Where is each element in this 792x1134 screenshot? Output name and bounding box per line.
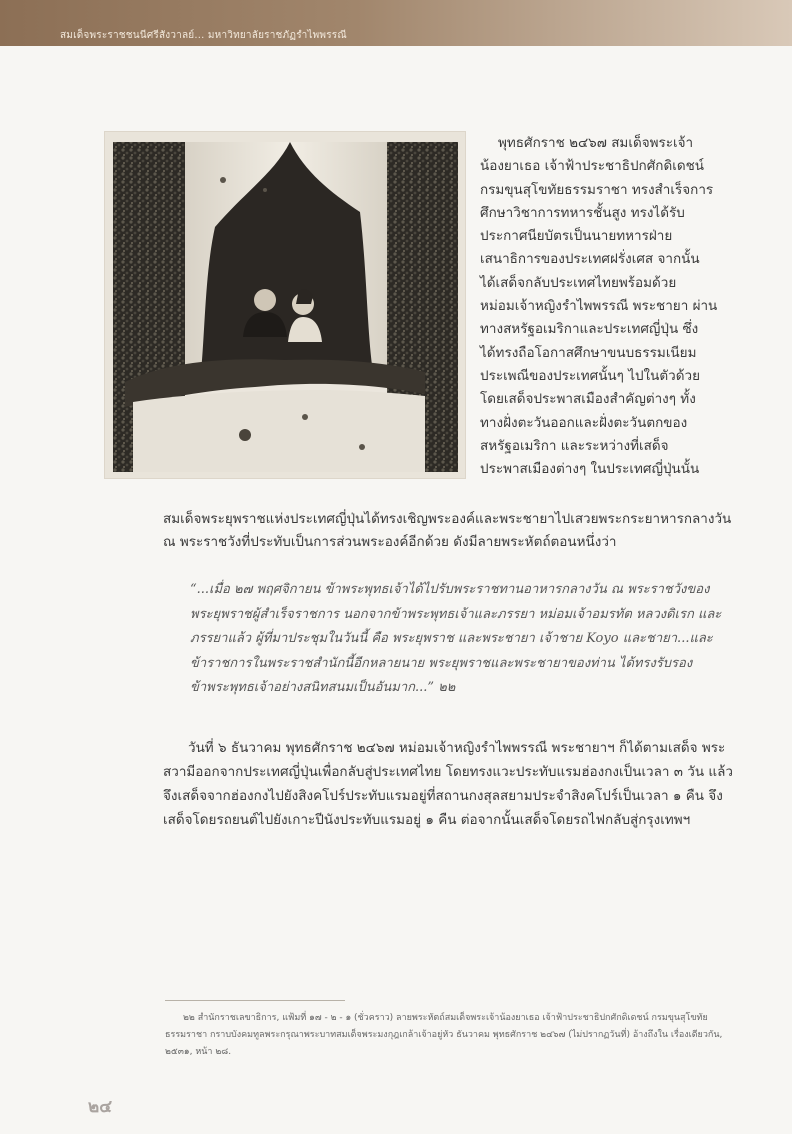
royal-letter-quote (190, 578, 742, 701)
text-line: ณ พระราชวังที่ประทับเป็นการส่วนพระองค์อีกด้วย ดังมีลายพระหัตถ์ตอนหนึ่งว่า (163, 534, 617, 551)
text-line: สวามีออกจากประเทศญี่ปุ่นเพื่อกลับสู่ประเทศไทย โดยทรงแวะประทับแรมฮ่องกงเป็นเวลา ๓ วัน แล้ว (163, 764, 733, 780)
text-line: วันที่ ๖ ธันวาคม พุทธศักราช ๒๔๖๗ หม่อมเจ้าหญิงรำไพพรรณี พระชายาฯ ก็ได้ตามเสด็จ พระ (188, 740, 726, 756)
quote-line: ข้าราชการในพระราชสำนักนี้อีกหลายนาย พระยุพราชและพระชายาของท่าน ได้ทรงรับรอง (190, 655, 693, 671)
running-title: สมเด็จพระราชชนนีศรีสังวาลย์... มหาวิทยาลัยราชภัฏรำไพพรรณี (60, 30, 347, 41)
journey-paragraph (163, 736, 748, 832)
footnote (165, 1010, 750, 1061)
side-paragraph (480, 132, 742, 481)
side-line: ได้ทรงถือโอกาสศึกษาขนบธรรมเนียม (480, 344, 697, 361)
continuation-paragraph (163, 508, 743, 555)
text-line: เสด็จโดยรถยนต์ไปยังเกาะปีนังประทับแรมอยู่ ๑ คืน ต่อจากนั้นเสด็จโดยรถไฟกลับสู่กรุงเทพฯ (163, 812, 691, 828)
side-line: ประพาสเมืองต่างๆ ในประเทศญี่ปุ่นนั้น (480, 461, 700, 478)
quote-line: ภรรยาแล้ว ผู้ที่มาประชุมในวันนี้ คือ พระยุพราช และพระชายา เจ้าชาย Koyo และชายา...และ (190, 631, 713, 646)
quote-line: พระยุพราชผู้สำเร็จราชการ นอกจากข้าพระพุทธเจ้าและภรรยา หม่อมเจ้าอมรทัต หลวงดิเรก และ (190, 606, 722, 622)
side-line: ประเพณีของประเทศนั้นๆ ไปในตัวด้วย (480, 367, 700, 384)
side-line: หม่อมเจ้าหญิงรำไพพรรณี พระชายา ผ่าน (480, 298, 718, 315)
historic-photo (105, 132, 465, 478)
quote-line: ข้าพระพุทธเจ้าอย่างสนิทสนมเป็นอันมาก...” ๒๒ (190, 680, 456, 695)
side-line: กรมขุนสุโขทัยธรรมราชา ทรงสำเร็จการ (480, 181, 714, 198)
footnote-line: ๒๒ สำนักราชเลขาธิการ, แฟ้มที่ ๑๗ - ๒ - ๑ (ชั่วคราว) ลายพระหัตถ์สมเด็จพระเจ้าน้องยาเธอ เจ้าฟ้าประชาธิปกศักดิเดชน์ กรมขุนสุโขทัย (183, 1013, 708, 1023)
side-line: ทางฝั่งตะวันออกและฝั่งตะวันตกของ (480, 414, 688, 431)
side-line: น้องยาเธอ เจ้าฟ้าประชาธิปกศักดิเดชน์ (480, 158, 704, 175)
side-line: ประกาศนียบัตรเป็นนายทหารฝ่าย (480, 228, 673, 245)
footnote-rule (165, 1000, 345, 1001)
side-line: เสนาธิการของประเทศฝรั่งเศส จากนั้น (480, 251, 700, 268)
quote-line: “...เมื่อ ๒๗ พฤศจิกายน ข้าพระพุทธเจ้าได้ไปรับพระราชทานอาหารกลางวัน ณ พระราชวังของ (190, 582, 710, 597)
side-line: ศึกษาวิชาการทหารชั้นสูง ทรงได้รับ (480, 204, 685, 221)
footnote-line: ธรรมราชา กราบบังคมทูลพระกรุณาพระบาทสมเด็จพระมงกุฎเกล้าเจ้าอยู่หัว ธันวาคม พุทธศักราช ๒๔๖๗ (ไม่ปรากฏวันที่) อ้างถึงใน เรื่องเดียวกัน, (165, 1030, 723, 1040)
text-line: จึงเสด็จจากฮ่องกงไปยังสิงคโปร์ประทับแรมอยู่ที่สถานกงสุลสยามประจำสิงคโปร์เป็นเวลา ๑ คืน จึง (163, 788, 723, 804)
side-line: สหรัฐอเมริกา และระหว่างที่เสด็จ (480, 437, 669, 454)
footnote-line: ๒๕๓๑, หน้า ๒๘. (165, 1047, 232, 1057)
side-line: พุทธศักราช ๒๔๖๗ สมเด็จพระเจ้า (498, 135, 694, 151)
page-number: ๒๔ (88, 1097, 113, 1117)
side-line: ทางสหรัฐอเมริกาและประเทศญี่ปุ่น ซึ่ง (480, 321, 699, 338)
photo-illustration (105, 132, 465, 478)
side-line: ได้เสด็จกลับประเทศไทยพร้อมด้วย (480, 274, 677, 291)
text-line: สมเด็จพระยุพราชแห่งประเทศญี่ปุ่นได้ทรงเชิญพระองค์และพระชายาไปเสวยพระกระยาหารกลางวัน (163, 511, 732, 527)
side-line: โดยเสด็จประพาสเมืองสำคัญต่างๆ ทั้ง (480, 391, 696, 408)
